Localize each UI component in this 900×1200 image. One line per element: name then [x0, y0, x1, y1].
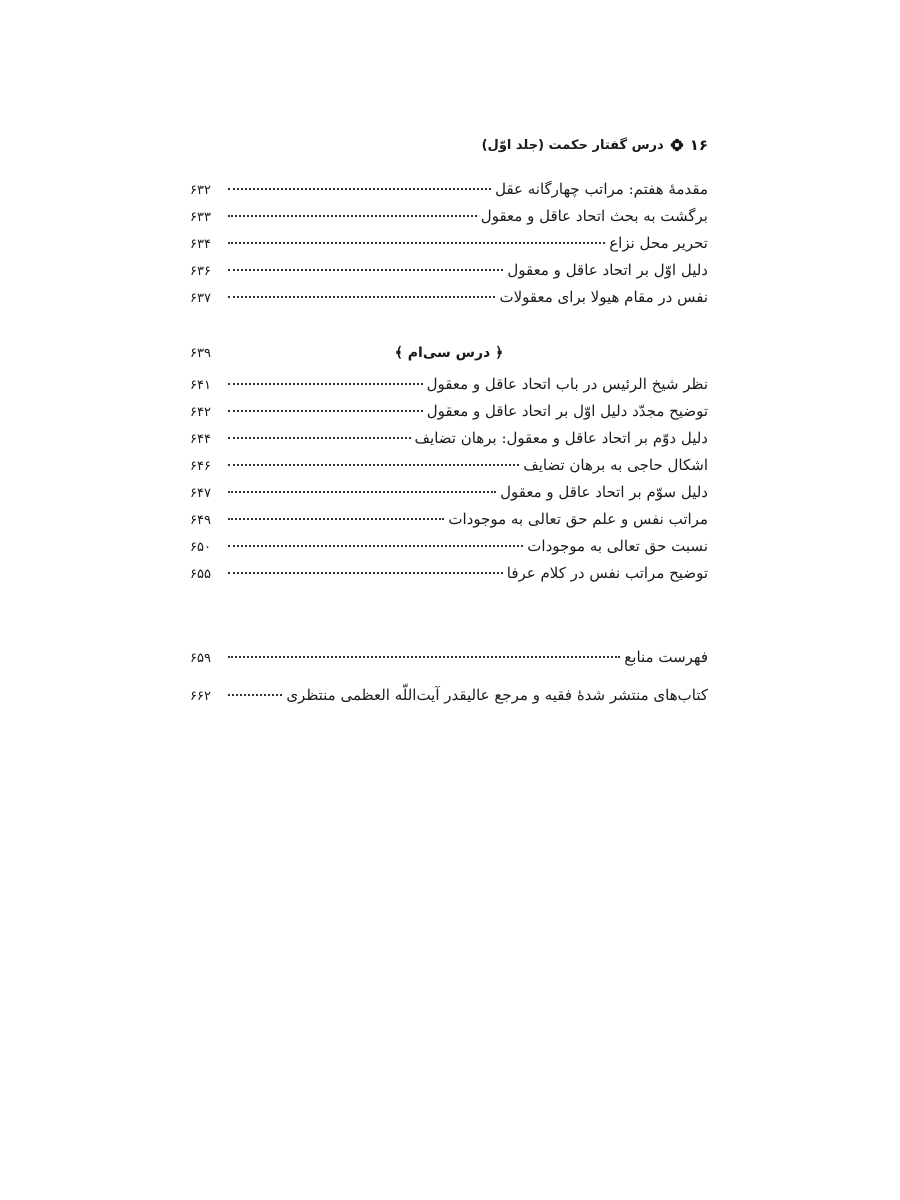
toc-entry-page: ۶۴۶ [190, 459, 211, 474]
toc-entry [190, 429, 708, 456]
toc-entry-title: نفس در مقام هیولا برای معقولات [499, 288, 708, 306]
flower-ornament-icon [670, 138, 684, 152]
toc-entry [190, 261, 708, 288]
dot-leader [228, 464, 519, 466]
dot-leader [228, 656, 620, 658]
toc-entry-page: ۶۴۱ [190, 378, 211, 393]
toc-entry [190, 180, 708, 207]
toc-entry [190, 483, 708, 510]
toc-entry [190, 537, 708, 564]
toc-entry [190, 648, 708, 686]
dot-leader [228, 572, 503, 574]
dot-leader [228, 383, 423, 385]
toc-entry [190, 375, 708, 402]
toc-entry [190, 456, 708, 483]
header-page-number: ۱۶ [689, 136, 708, 154]
toc-entry-page: ۶۳۲ [190, 183, 211, 198]
section-page: ۶۳۹ [190, 345, 211, 361]
toc-entry-page: ۶۳۳ [190, 210, 211, 225]
toc-entry-title: مقدمهٔ هفتم: مراتب چهارگانه عقل [495, 180, 708, 198]
dot-leader [228, 518, 444, 520]
dot-leader [228, 410, 423, 412]
toc-entry [190, 510, 708, 537]
back-matter [190, 648, 708, 713]
toc-entry-page: ۶۳۴ [190, 237, 211, 252]
toc-entry-title: نسبت حق تعالی به موجودات [527, 537, 708, 555]
header-book-title: درس گفتار حکمت (جلد اوّل) [481, 137, 664, 153]
toc-entry-title: دلیل دوّم بر اتحاد عاقل و معقول: برهان تضایف [414, 429, 708, 447]
running-header [482, 136, 708, 154]
toc-entry-page: ۶۶۲ [190, 689, 211, 704]
toc-entry-title: توضیح مجدّد دلیل اوّل بر اتحاد عاقل و معقول [426, 402, 708, 420]
toc-entry [190, 686, 708, 713]
toc-entry [190, 288, 708, 315]
toc-entry-page: ۶۴۷ [190, 486, 211, 501]
toc-entry-title: مراتب نفس و علم حق تعالی به موجودات [448, 510, 708, 528]
toc-entry [190, 564, 708, 591]
toc-entry-title: دلیل اوّل بر اتحاد عاقل و معقول [507, 261, 708, 279]
toc-entry-title: کتاب‌های منتشر شدهٔ فقیه و مرجع عالیقدر آیت‌اللّه العظمی منتظری [286, 686, 708, 704]
toc-entry-page: ۶۵۰ [190, 540, 211, 555]
dot-leader [228, 491, 496, 493]
toc-entry-page: ۶۳۷ [190, 291, 211, 306]
toc-entry-title: تحریر محل نزاع [609, 234, 708, 252]
toc-entry [190, 402, 708, 429]
section-heading [190, 340, 708, 366]
toc-entry [190, 207, 708, 234]
dot-leader [228, 296, 495, 298]
toc-entry-page: ۶۴۹ [190, 513, 211, 528]
toc-entry-title: دلیل سوّم بر اتحاد عاقل و معقول [500, 483, 708, 501]
toc-entry-page: ۶۵۹ [190, 651, 211, 666]
toc-entry-title: فهرست منابع [624, 648, 708, 666]
dot-leader [228, 215, 477, 217]
dot-leader [228, 437, 411, 439]
dot-leader [228, 269, 503, 271]
toc-entry-page: ۶۳۶ [190, 264, 211, 279]
dot-leader [228, 188, 491, 190]
toc-group-2 [190, 375, 708, 591]
toc-entry-title: توضیح مراتب نفس در کلام عرفا [506, 564, 708, 582]
dot-leader [228, 545, 523, 547]
toc-entry-page: ۶۵۵ [190, 567, 211, 582]
toc-entry-title: اشکال حاجی به برهان تضایف [523, 456, 708, 474]
toc-entry-page: ۶۴۲ [190, 405, 211, 420]
toc-entry-title: برگشت به بحث اتحاد عاقل و معقول [480, 207, 708, 225]
dot-leader [228, 694, 282, 696]
toc-group-1 [190, 180, 708, 315]
toc-entry [190, 234, 708, 261]
section-title: ﴿ درس سی‌ام ﴾ [394, 345, 504, 361]
toc-entry-title: نظر شیخ الرئیس در باب اتحاد عاقل و معقول [426, 375, 708, 393]
dot-leader [228, 242, 605, 244]
toc-entry-page: ۶۴۴ [190, 432, 211, 447]
